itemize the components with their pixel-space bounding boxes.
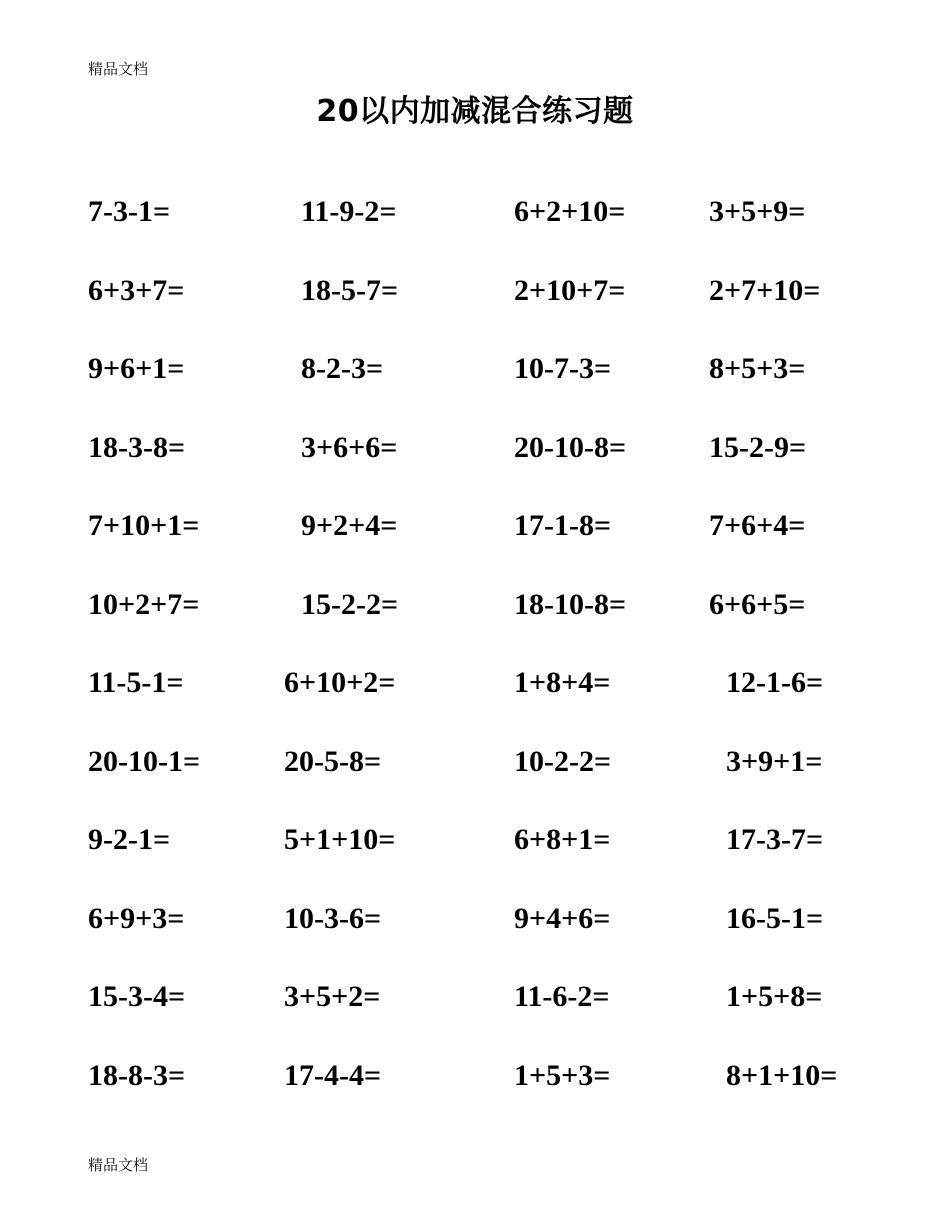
math-problem: 10-7-3= <box>514 352 612 385</box>
math-problem: 2+7+10= <box>709 274 821 307</box>
math-problem: 17-3-7= <box>726 823 824 856</box>
math-problem: 18-8-3= <box>88 1059 186 1092</box>
math-problem: 15-2-9= <box>709 431 807 464</box>
math-problem: 9+4+6= <box>514 902 611 935</box>
math-problem: 10-3-6= <box>284 902 382 935</box>
math-problem: 6+3+7= <box>88 274 185 307</box>
math-problem: 6+2+10= <box>514 195 626 228</box>
math-problem: 1+5+3= <box>514 1059 611 1092</box>
math-problem: 3+5+9= <box>709 195 806 228</box>
page-header-note: 精品文档 <box>88 60 149 78</box>
math-problem: 18-3-8= <box>88 431 186 464</box>
math-problem: 10+2+7= <box>88 588 200 621</box>
math-problem: 15-2-2= <box>301 588 399 621</box>
math-problem: 8+5+3= <box>709 352 806 385</box>
math-problem: 20-5-8= <box>284 745 382 778</box>
math-problem: 3+5+2= <box>284 980 381 1013</box>
math-problem: 12-1-6= <box>726 666 824 699</box>
math-problem: 5+1+10= <box>284 823 396 856</box>
math-problem: 18-5-7= <box>301 274 399 307</box>
math-problem: 7+10+1= <box>88 509 200 542</box>
page-title: 20以内加减混合练习题 <box>316 94 634 129</box>
math-problem: 10-2-2= <box>514 745 612 778</box>
math-problem: 11-6-2= <box>514 980 610 1013</box>
math-problem: 18-10-8= <box>514 588 627 621</box>
math-problem: 8+1+10= <box>726 1059 838 1092</box>
math-problem: 9+2+4= <box>301 509 398 542</box>
math-problem: 17-1-8= <box>514 509 612 542</box>
math-problem: 17-4-4= <box>284 1059 382 1092</box>
math-problem: 20-10-1= <box>88 745 201 778</box>
math-problem: 9+6+1= <box>88 352 185 385</box>
math-problem: 7+6+4= <box>709 509 806 542</box>
math-problem: 2+10+7= <box>514 274 626 307</box>
page-footer-note: 精品文档 <box>88 1156 149 1174</box>
math-problem: 15-3-4= <box>88 980 186 1013</box>
math-problem: 1+8+4= <box>514 666 611 699</box>
math-problem: 3+9+1= <box>726 745 823 778</box>
math-problem: 20-10-8= <box>514 431 627 464</box>
math-problem: 1+5+8= <box>726 980 823 1013</box>
math-problem: 7-3-1= <box>88 195 171 228</box>
math-problem: 8-2-3= <box>301 352 384 385</box>
math-problem: 16-5-1= <box>726 902 824 935</box>
math-problem: 3+6+6= <box>301 431 398 464</box>
math-problem: 9-2-1= <box>88 823 171 856</box>
math-problem: 6+6+5= <box>709 588 806 621</box>
math-problem: 11-9-2= <box>301 195 397 228</box>
math-problem: 6+10+2= <box>284 666 396 699</box>
math-problem: 11-5-1= <box>88 666 184 699</box>
math-problem: 6+8+1= <box>514 823 611 856</box>
math-problem: 6+9+3= <box>88 902 185 935</box>
